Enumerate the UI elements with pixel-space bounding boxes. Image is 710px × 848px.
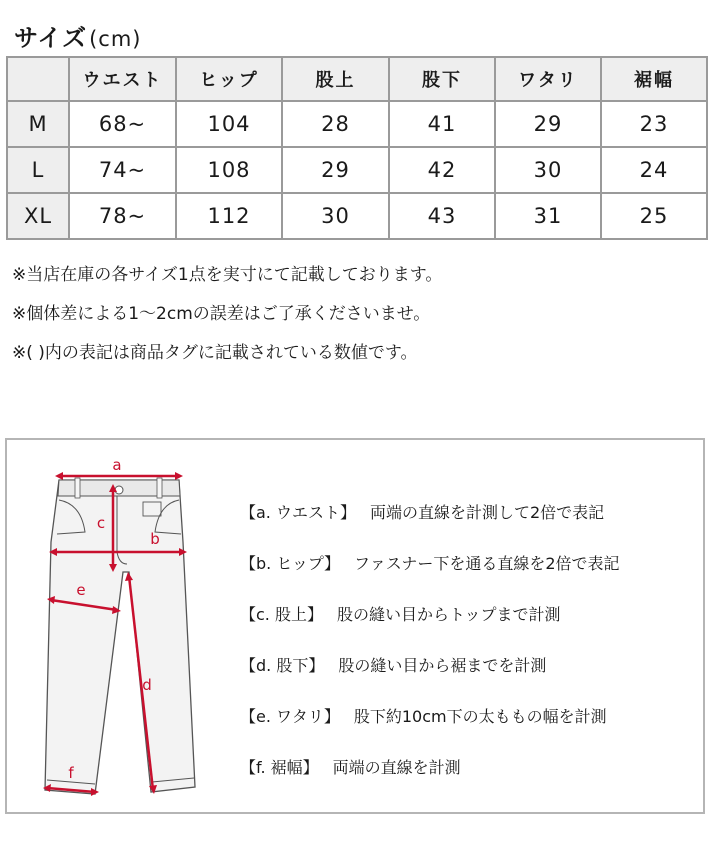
belt-loop [75,478,80,498]
measure-label-b: b [150,530,160,548]
legend-label: 【d. 股下】 [240,656,325,675]
legend-text: 股の縫い目からトップまで計測 [336,605,561,624]
table-cell: 30 [282,193,389,239]
measurement-guide [5,438,705,814]
header-cell-waist: ウエスト [69,57,176,101]
legend-label: 【a. ウエスト】 [240,503,356,522]
table-cell: 31 [495,193,601,239]
legend-label: 【f. 裾幅】 [240,758,319,777]
legend-text: 股下約10cm下の太ももの幅を計測 [353,707,607,726]
table-row [7,101,707,147]
page-title [14,18,141,53]
notes [12,262,442,379]
table-cell: 23 [601,101,707,147]
size-table [6,56,708,240]
header-cell-hip: ヒップ [176,57,282,101]
legend-label: 【c. 股上】 [240,605,323,624]
pants-outline [45,480,195,794]
measurement-legend [240,500,620,806]
header-cell-empty [7,57,69,101]
legend-item [240,704,620,755]
title-text: サイズ [14,24,88,52]
legend-label: 【b. ヒップ】 [240,554,341,573]
measure-label-e: e [76,581,86,599]
note-line: ※個体差による1〜2cmの誤差はご了承くださいませ。 [12,304,431,324]
table-cell: 42 [389,147,495,193]
legend-item [240,755,620,806]
legend-text: ファスナー下を通る直線を2倍で表記 [354,554,620,573]
size-label: XL [7,193,69,239]
measure-label-c: c [96,514,106,532]
header-cell-thigh: ワタリ [495,57,601,101]
table-cell: 112 [176,193,282,239]
size-label: L [7,147,69,193]
table-row [7,193,707,239]
measure-label-f: f [68,764,74,782]
header-cell-inseam: 股下 [389,57,495,101]
legend-text: 股の縫い目から裾までを計測 [338,656,547,675]
table-cell: 41 [389,101,495,147]
table-cell: 108 [176,147,282,193]
legend-item [240,602,620,653]
header-cell-rise: 股上 [282,57,389,101]
button [115,486,123,494]
note-line: ※当店在庫の各サイズ1点を実寸にて記載しております。 [12,265,443,285]
table-cell: 74~ [69,147,176,193]
measure-label-a: a [112,456,122,474]
size-label: M [7,101,69,147]
table-cell: 78~ [69,193,176,239]
table-cell: 68~ [69,101,176,147]
legend-item [240,500,620,551]
table-cell: 43 [389,193,495,239]
pants-diagram [37,452,207,802]
belt-loop [157,478,162,498]
table-row [7,147,707,193]
title-unit: (cm) [89,27,142,51]
table-cell: 28 [282,101,389,147]
measure-label-d: d [142,676,152,694]
table-cell: 30 [495,147,601,193]
legend-label: 【e. ワタリ】 [240,707,340,726]
note-line: ※( )内の表記は商品タグに記載されている数値です。 [12,343,418,363]
table-header-row [7,57,707,101]
table-cell: 29 [282,147,389,193]
legend-text: 両端の直線を計測 [332,758,461,777]
arrowhead [175,472,183,480]
table-cell: 104 [176,101,282,147]
legend-item [240,653,620,704]
header-cell-hem: 裾幅 [601,57,707,101]
legend-text: 両端の直線を計測して2倍で表記 [369,503,605,522]
table-cell: 25 [601,193,707,239]
arrowhead [55,472,63,480]
legend-item [240,551,620,602]
table-cell: 24 [601,147,707,193]
table-cell: 29 [495,101,601,147]
